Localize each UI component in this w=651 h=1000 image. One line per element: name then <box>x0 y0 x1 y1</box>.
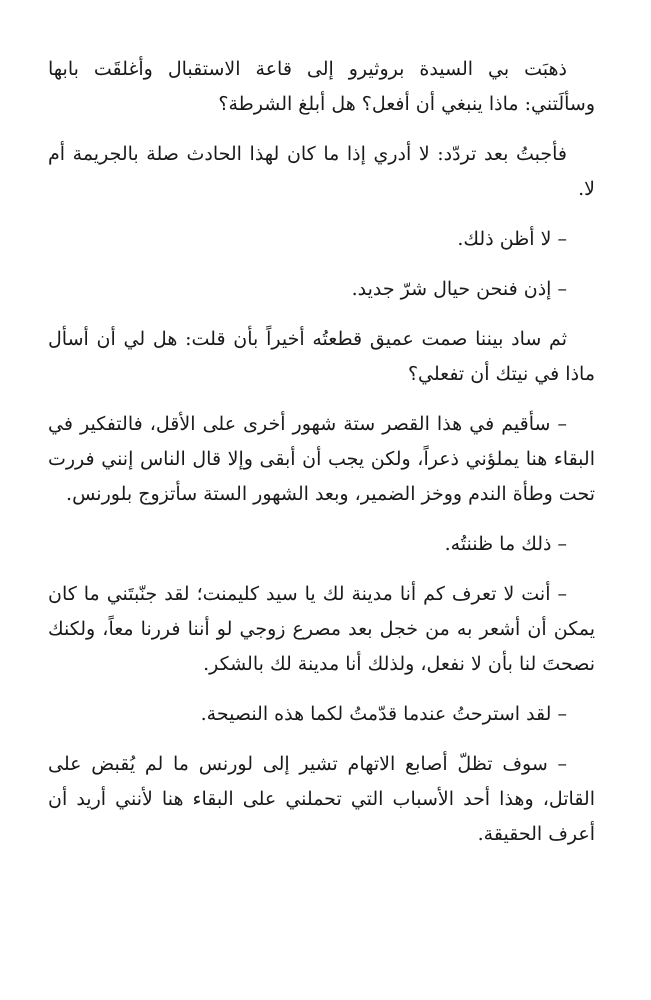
dialogue-line-3: – سأقيم في هذا القصر ستة شهور أخرى على الأقل، فالتفكير في البقاء هنا يملؤني ذعراً، ولكن يجب أن أبقى وإلا قال الناس إنني فررت تحت وطأة الندم ووخز الضمير، وبعد الشهور الستة سأتزوج بلورنس. <box>48 413 595 505</box>
dialogue-line-1: – لا أظن ذلك. <box>457 228 567 250</box>
dialogue-line-7: – سوف تظلّ أصابع الاتهام تشير إلى لورنس ما لم يُقبض على القاتل، وهذا أحد الأسباب التي تحملني على البقاء هنا لأنني أريد أن أعرف الحقيقة. <box>48 753 595 845</box>
dialogue-line-4: – ذلك ما ظننتُه. <box>444 533 567 555</box>
paragraph-2: فأجبتُ بعد تردّد: لا أدري إذا ما كان لهذا الحادث صلة بالجريمة أم لا. <box>48 143 595 200</box>
dialogue-line-2: – إذن فنحن حيال شرّ جديد. <box>351 278 567 300</box>
paragraph-1: ذهبَت بي السيدة بروثيرو إلى قاعة الاستقبال وأغلقَت بابها وسألَتني: ماذا ينبغي أن أفعل؟ هل أبلغ الشرطة؟ <box>48 58 595 115</box>
dialogue-line-5: – أنت لا تعرف كم أنا مدينة لك يا سيد كليمنت؛ لقد جنّبتَني ما كان يمكن أن أشعر به من خجل بعد مصرع زوجي لو أننا فررنا معاً، ولكنك نصحتَ لنا بأن لا نفعل، ولذلك أنا مدينة لك بالشكر. <box>48 583 595 675</box>
paragraph-3: ثم ساد بيننا صمت عميق قطعتُه أخيراً بأن قلت: هل لي أن أسأل ماذا في نيتك أن تفعلي؟ <box>48 328 595 385</box>
dialogue-line-6: – لقد استرحتُ عندما قدّمتُ لكما هذه النصيحة. <box>200 703 567 725</box>
